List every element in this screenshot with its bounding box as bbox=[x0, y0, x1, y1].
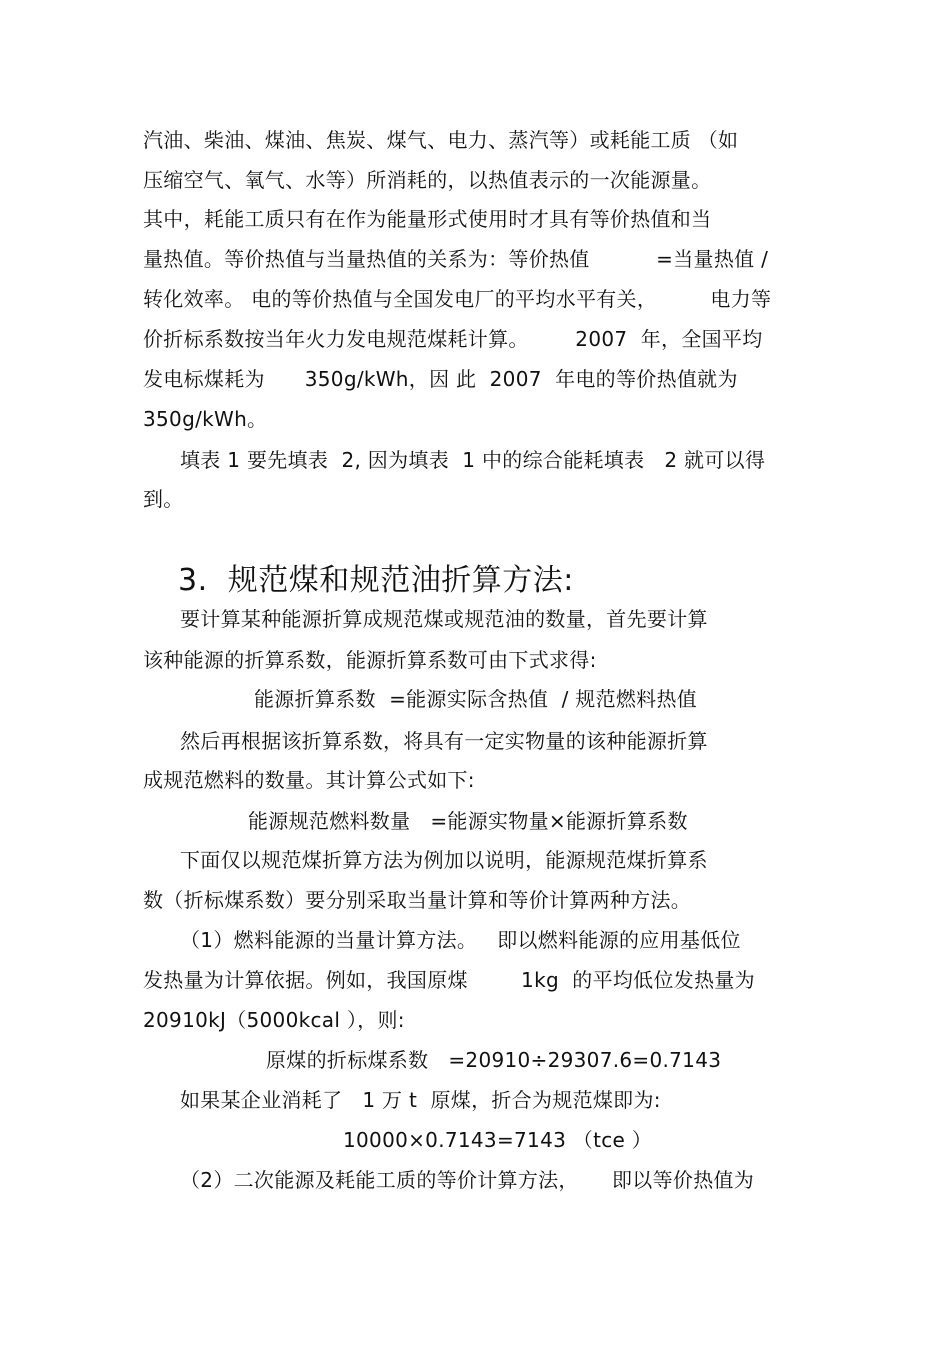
formula-line: 10000×0.7143=7143 （tce ） bbox=[343, 1128, 653, 1152]
formula-line: 原煤的折标煤系数 =20910÷29307.6=0.7143 bbox=[266, 1048, 722, 1072]
text-line: 量热值。等价热值与当量热值的关系为：等价热值 =当量热值 / bbox=[143, 247, 769, 271]
text-line: 成规范燃料的数量。其计算公式如下: bbox=[143, 768, 475, 792]
text-line: 压缩空气、氧气、水等）所消耗的，以热值表示的一次能源量。 bbox=[143, 168, 712, 192]
text-line: （2）二次能源及耗能工质的等价计算方法， 即以等价热值为 bbox=[180, 1168, 755, 1192]
text-line: 然后再根据该折算系数，将具有一定实物量的该种能源折算 bbox=[180, 729, 708, 753]
text-line: 要计算某种能源折算成规范煤或规范油的数量，首先要计算 bbox=[180, 607, 708, 631]
text-line: 其中，耗能工质只有在作为能量形式使用时才具有等价热值和当 bbox=[143, 207, 712, 231]
text-line: 发热量为计算依据。例如，我国原煤 1kg 的平均低位发热量为 bbox=[143, 968, 755, 992]
text-line: 汽油、柴油、煤油、焦炭、煤气、电力、蒸汽等）或耗能工质 （如 bbox=[143, 128, 739, 152]
text-line: 如果某企业消耗了 1 万 t 原煤，折合为规范煤即为: bbox=[180, 1088, 661, 1112]
text-line: 350g/kWh。 bbox=[143, 407, 268, 431]
text-line: 下面仅以规范煤折算方法为例加以说明，能源规范煤折算系 bbox=[180, 848, 708, 872]
text-line: 填表 1 要先填表 2, 因为填表 1 中的综合能耗填表 2 就可以得 bbox=[180, 448, 766, 472]
text-line: 该种能源的折算系数，能源折算系数可由下式求得: bbox=[143, 648, 597, 672]
text-line: 数（折标煤系数）要分别采取当量计算和等价计算两种方法。 bbox=[143, 888, 692, 912]
formula-line: 能源折算系数 =能源实际含热值 / 规范燃料热值 bbox=[254, 687, 698, 711]
formula-line: 能源规范燃料数量 =能源实物量×能源折算系数 bbox=[248, 809, 688, 833]
section-heading: 3. 规范煤和规范油折算方法: bbox=[178, 563, 574, 598]
text-line: 转化效率。 电的等价热值与全国发电厂的平均水平有关， 电力等 bbox=[143, 287, 772, 311]
text-line: 发电标煤耗为 350g/kWh，因 此 2007 年电的等价热值就为 bbox=[143, 367, 738, 391]
text-line: （1）燃料能源的当量计算方法。 即以燃料能源的应用基低位 bbox=[180, 928, 741, 952]
text-line: 价折标系数按当年火力发电规范煤耗计算。 2007 年，全国平均 bbox=[143, 327, 763, 351]
text-line: 到。 bbox=[143, 487, 184, 511]
text-line: 20910kJ（5000kcal ），则: bbox=[143, 1008, 405, 1032]
